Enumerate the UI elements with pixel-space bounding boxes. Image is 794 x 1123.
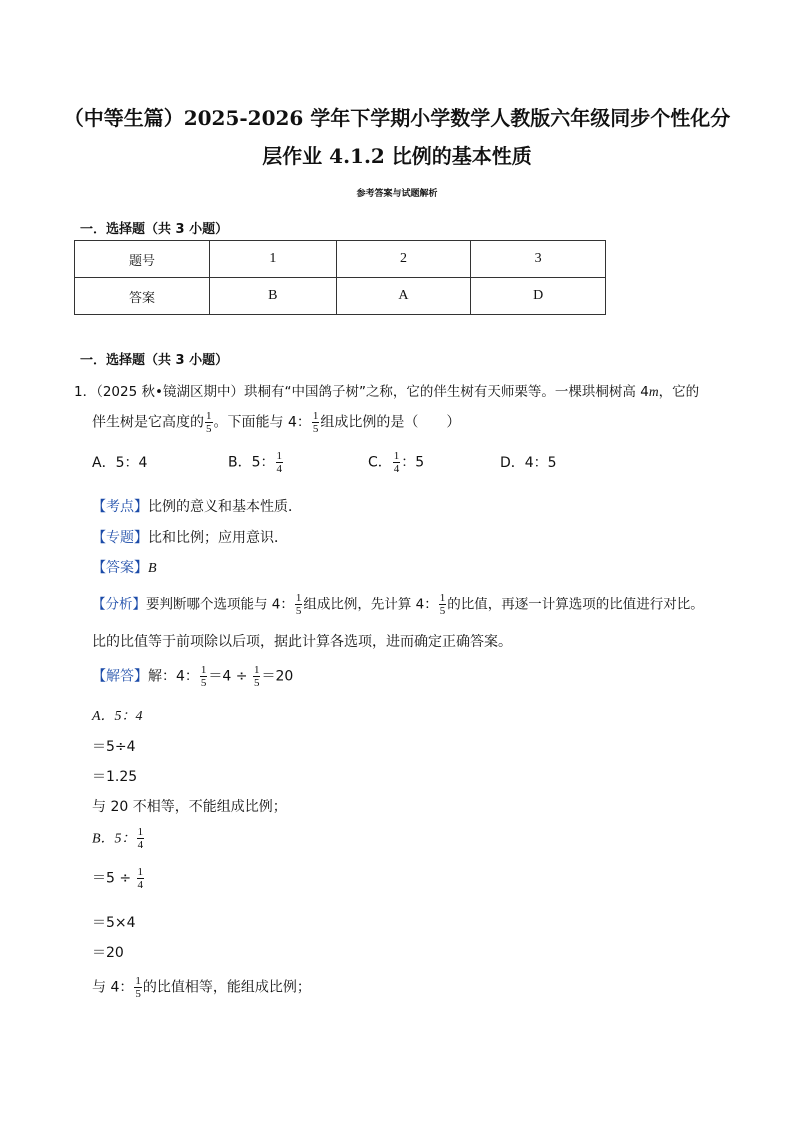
- question-text: [74, 380, 699, 400]
- question-text-part: 。下面能与 4：: [213, 414, 311, 431]
- fenxi-line-2: 比的比值等于前项除以后项，据此计算各选项，进而确定正确答案。: [92, 634, 512, 650]
- option-b: [228, 450, 284, 475]
- document-title-line-1: （中等生篇）2025-2026 学年下学期小学数学人教版六年级同步个性化分: [63, 106, 731, 130]
- option-text: B．5：: [228, 454, 275, 471]
- fraction-numerator: 1: [137, 826, 144, 838]
- table-cell: 1: [210, 241, 337, 278]
- document-title-line-2: 层作业 4.1.2 比例的基本性质: [262, 144, 532, 168]
- step-line: ＝20: [92, 945, 124, 961]
- jieda-text: 解：4：: [148, 668, 199, 685]
- fraction-numerator: 1: [276, 450, 283, 462]
- fraction-denominator: 5: [206, 423, 212, 435]
- table-cell: A: [336, 278, 471, 315]
- table-header-cell: 题号: [75, 241, 210, 278]
- fraction: [134, 975, 142, 1000]
- step-line: ＝5×4: [92, 915, 136, 931]
- option-a: A．5：4: [92, 455, 148, 471]
- table-cell: D: [471, 278, 606, 315]
- fraction-numerator: 1: [295, 592, 302, 604]
- table-cell: 2: [336, 241, 471, 278]
- option-text: C．: [368, 454, 392, 471]
- step-line: [92, 866, 145, 891]
- jieda-line: [92, 664, 293, 689]
- fraction: [276, 450, 284, 475]
- option-text: ：5: [401, 454, 425, 471]
- step-line: ＝5÷4: [92, 739, 136, 755]
- fraction-denominator: 4: [276, 463, 283, 475]
- table-row: [75, 241, 606, 278]
- fraction-numerator: 1: [206, 410, 212, 422]
- kaodian-label: 【考点】: [92, 499, 148, 515]
- fraction-numerator: 1: [253, 664, 260, 676]
- fenxi-text: 要判断哪个选项能与 4：: [146, 596, 294, 613]
- fenxi-line: [92, 592, 704, 617]
- fraction: [137, 826, 145, 851]
- fraction-numerator: 1: [312, 410, 319, 422]
- zhuanti-label: 【专题】: [92, 530, 148, 546]
- step-line: 与 20 不相等，不能组成比例；: [92, 799, 287, 815]
- jieda-label: 【解答】: [92, 668, 148, 685]
- fraction: [295, 592, 303, 617]
- table-cell: 3: [471, 241, 606, 278]
- fraction: [312, 410, 320, 435]
- question-text-part: 1．（2025 秋•镜湖区期中）珙桐有“中国鸽子树”之称，它的伴生树有天师栗等。一棵珙桐树高 4: [74, 384, 649, 400]
- option-c: [368, 450, 424, 475]
- fraction-denominator: 4: [137, 879, 144, 891]
- fraction: [253, 664, 261, 689]
- unit-text: m: [648, 384, 659, 399]
- daan-line: [92, 557, 157, 577]
- document-subtitle: 参考答案与试题解析: [356, 189, 438, 199]
- daan-text: B: [148, 561, 157, 576]
- option-d: D．4：5: [500, 455, 557, 471]
- fraction-numerator: 1: [135, 975, 141, 987]
- fraction-numerator: 1: [393, 450, 400, 462]
- fraction: [205, 410, 213, 435]
- fraction: [393, 450, 401, 475]
- step-line: [92, 826, 145, 851]
- question-text-part: ，它的: [658, 384, 700, 400]
- zhuanti-line: [92, 527, 288, 547]
- fraction-numerator: 1: [439, 592, 446, 604]
- step-text: A．5：4: [92, 709, 143, 724]
- answer-table: [74, 240, 606, 315]
- fraction-denominator: 4: [393, 463, 400, 475]
- step-line: [92, 975, 311, 1000]
- fraction-denominator: 5: [253, 677, 260, 689]
- fraction-denominator: 5: [312, 423, 319, 435]
- fraction: [439, 592, 447, 617]
- fenxi-text: 的比值，再逐一计算选项的比值进行对比。: [447, 596, 704, 613]
- step-text: 的比值相等，能组成比例；: [142, 979, 311, 996]
- fraction: [137, 866, 145, 891]
- fraction: [200, 664, 208, 689]
- step-text: B．5：: [92, 831, 136, 847]
- section-heading: 一．选择题（共 3 小题）: [80, 222, 229, 237]
- step-text: 与 4：: [92, 979, 134, 996]
- jieda-text: ＝20: [261, 668, 294, 685]
- step-line: ＝1.25: [92, 769, 138, 785]
- jieda-text: ＝4 ÷: [208, 668, 252, 685]
- section-heading: 一．选择题（共 3 小题）: [80, 353, 229, 368]
- fraction-denominator: 5: [200, 677, 207, 689]
- fraction-denominator: 5: [439, 605, 446, 617]
- fenxi-text: 组成比例，先计算 4：: [303, 596, 438, 613]
- table-cell: B: [210, 278, 337, 315]
- question-text-part: 伴生树是它高度的: [92, 414, 204, 431]
- kaodian-text: 比例的意义和基本性质．: [148, 499, 302, 515]
- fraction-numerator: 1: [137, 866, 144, 878]
- fraction-denominator: 5: [135, 988, 141, 1000]
- step-line: [92, 705, 143, 725]
- question-text-part: 组成比例的是（ ）: [320, 414, 461, 431]
- table-row: [75, 278, 606, 315]
- fraction-denominator: 4: [137, 839, 144, 851]
- daan-label: 【答案】: [92, 560, 148, 576]
- table-header-cell: 答案: [75, 278, 210, 315]
- fenxi-label: 【分析】: [92, 596, 146, 613]
- fraction-denominator: 5: [295, 605, 302, 617]
- step-text: ＝5 ÷: [92, 870, 136, 887]
- zhuanti-text: 比和比例；应用意识．: [148, 530, 288, 546]
- kaodian-line: [92, 496, 302, 516]
- question-text: [92, 410, 460, 435]
- fraction-numerator: 1: [200, 664, 207, 676]
